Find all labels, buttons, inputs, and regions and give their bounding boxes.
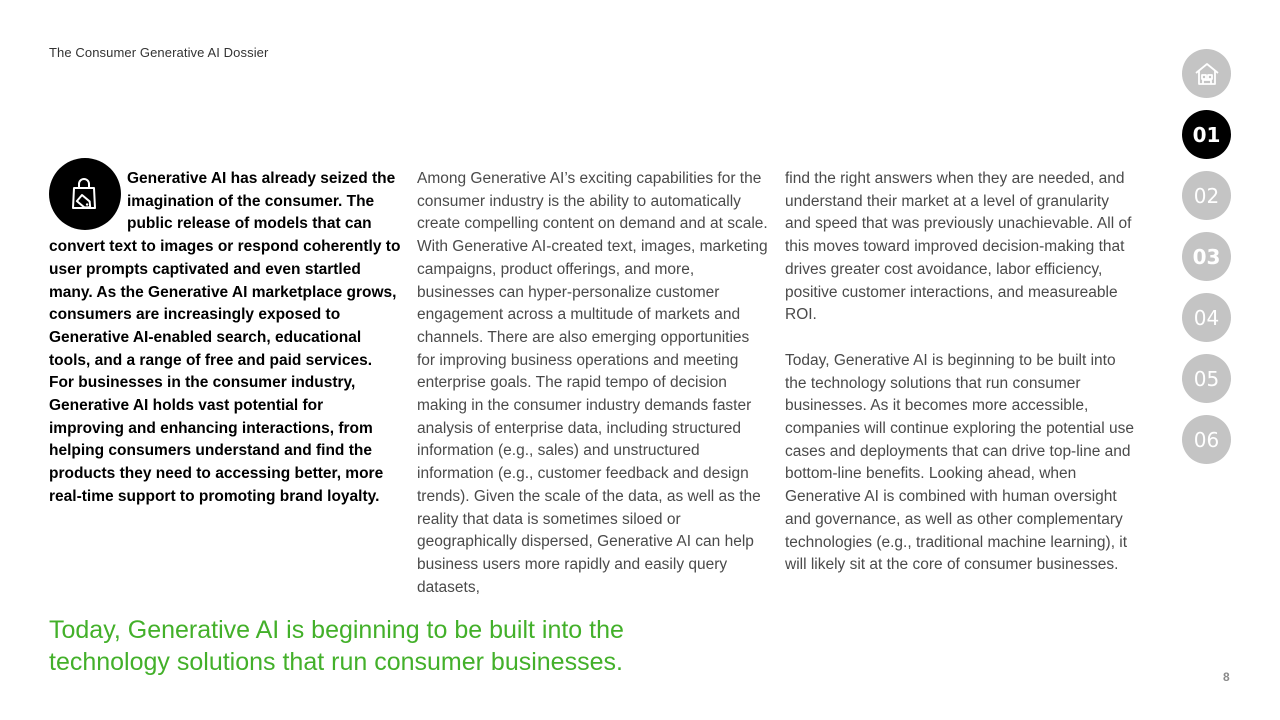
nav-section-02[interactable]: 02 — [1182, 171, 1231, 220]
body-column-3 — [785, 168, 1135, 577]
body-paragraph: find the right answers when they are needed, and understand their market at a level of granularity and speed that was previously unachievable. All of this moves toward improved decision-making that drives greater cost avoidance, labor efficiency, positive customer interactions, and measureable ROI. — [785, 170, 1132, 324]
nav-section-06[interactable]: 06 — [1182, 415, 1231, 464]
page-number: 8 — [1223, 670, 1230, 684]
intro-text: Generative AI has already seized the imagination of the consumer. The public release of models that can convert text to images or respond coherently to user prompts captivated and even startled many. As the Generative AI marketplace grows, consumers are increasingly exposed to Generative AI-enabled search, educational tools, and a range of free and paid services. For businesses in the consumer industry, Generative AI holds vast potential for improving and enhancing interactions, from helping consumers understand and find the products they need to accessing better, more real-time support to promoting brand loyalty. — [49, 170, 401, 505]
nav-section-04[interactable]: 04 — [1182, 293, 1231, 342]
nav-section-05[interactable]: 05 — [1182, 354, 1231, 403]
body-paragraph: Among Generative AI’s exciting capabilities for the consumer industry is the ability to automatically create compelling content on demand and at scale. With Generative AI-created text, images, marketing campaigns, product offerings, and more, businesses can hyper-personalize customer engagement across a multitude of markets and channels. There are also emerging opportunities for improving business operations and meeting enterprise goals. The rapid tempo of decision making in the consumer industry demands faster analysis of enterprise data, including structured information (e.g., sales) and unstructured information (e.g., customer feedback and design trends). Given the scale of the data, as well as the reality that data is sometimes siloed or geographically dispersed, Generative AI can help business users more rapidly and easily query datasets, — [417, 170, 768, 596]
body-paragraph: Today, Generative AI is beginning to be built into the technology solutions that run consumer businesses. As it becomes more accessible, companies will continue exploring the potential use cases and deployments that can drive top-line and bottom-line benefits. Looking ahead, when Generative AI is combined with human oversight and governance, as well as other complementary technologies (e.g., traditional machine learning), it will likely sit at the core of consumer businesses. — [785, 351, 1134, 574]
nav-home-button[interactable] — [1182, 49, 1231, 98]
shopping-bag-tag-icon — [49, 158, 121, 230]
intro-section — [49, 168, 401, 509]
home-icon — [1192, 59, 1222, 89]
nav-section-03[interactable]: 03 — [1182, 232, 1231, 281]
document-title: The Consumer Generative AI Dossier — [49, 45, 269, 60]
body-column-2 — [417, 168, 769, 599]
section-nav — [1182, 49, 1231, 476]
nav-section-01[interactable]: 01 — [1182, 110, 1231, 159]
pull-quote: Today, Generative AI is beginning to be built into the technology solutions that run consumer businesses. — [49, 616, 624, 676]
